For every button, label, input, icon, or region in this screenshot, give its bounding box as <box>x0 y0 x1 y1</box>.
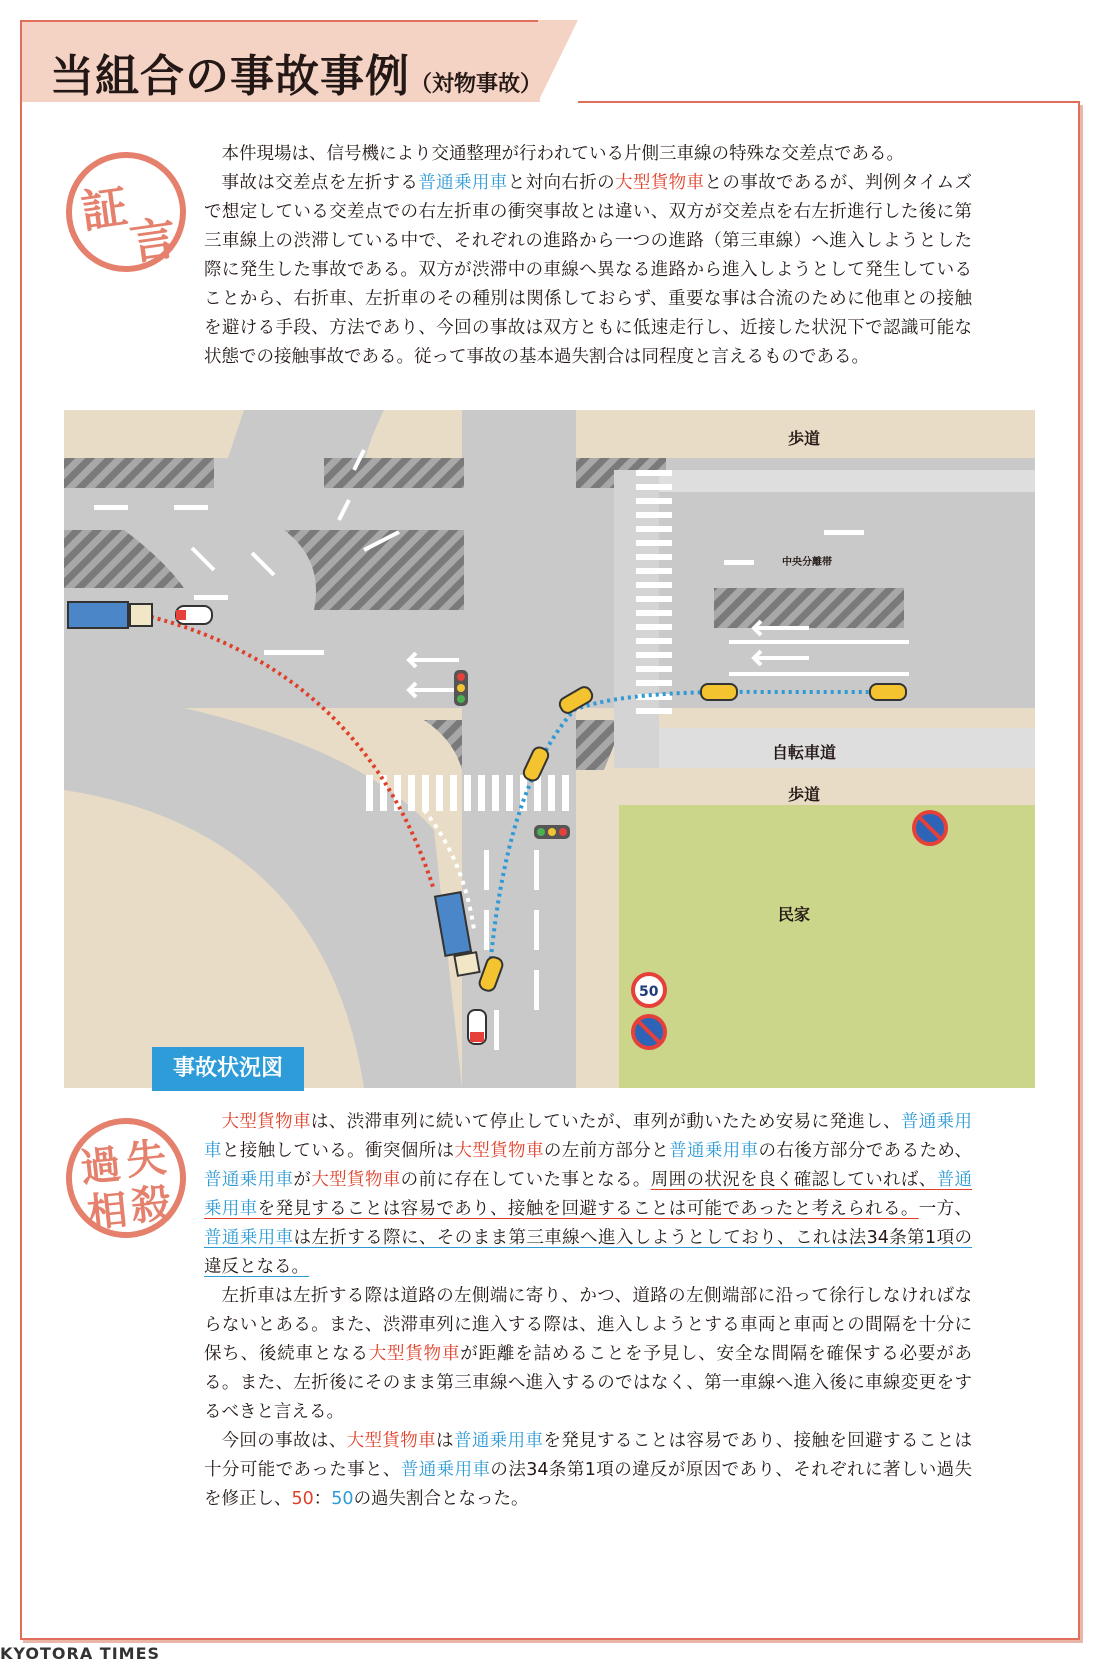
stamp-char: 殺 <box>128 1179 174 1231</box>
footer-brand: KYOTORA TIMES <box>0 1644 161 1663</box>
fault-ratio-car: 50 <box>331 1489 354 1509</box>
stamp-char: 過 <box>78 1140 123 1192</box>
fault-text <box>204 1108 972 1514</box>
label-sidewalk-bottom: 歩道 <box>788 785 821 804</box>
stamp-char: 失 <box>123 1133 169 1185</box>
title-banner-slant <box>538 20 578 102</box>
fault-ratio-truck: 50 <box>291 1489 314 1509</box>
stamp-char: 証 <box>77 179 131 239</box>
label-sidewalk-top: 歩道 <box>788 429 821 448</box>
fault-paragraph-1: 大型貨物車は、渋滞車列に続いて停止していたが、車列が動いたため安易に発進し、普通乗用車と接触している。衝突個所は大型貨物車の左前方部分と普通乗用車の右後方部分であるため、普通乗用車が大型貨物車の前に存在していた事となる。周囲の状況を良く確認していれば、普通乗用車を発見することは容易であり、接触を回避することは可能であったと考えられる。一方、普通乗用車は左折する際に、そのまま第三車線へ進入しようとしており、これは法34条第1項の違反となる。 <box>204 1112 973 1277</box>
label-house: 民家 <box>778 905 811 924</box>
diagram-label: 事故状況図 <box>152 1047 304 1091</box>
fault-paragraph-3: 今回の事故は、大型貨物車は普通乗用車を発見することは容易であり、接触を回避することは十分可能であった事と、普通乗用車の法34条第1項の違反が原因であり、それぞれに著しい過失を修正し、50：50の過失割合となった。 <box>204 1431 973 1509</box>
label-median: 中央分離帯 <box>782 557 832 568</box>
testimony-paragraph-2: 事故は交差点を左折する普通乗用車と対向右折の大型貨物車との事故であるが、判例タイムズで想定している交差点での右左折車の衝突事故とは違い、双方が交差点を右左折進行した後に第三車線上の渋滞している中で、それぞれの進路から一つの進路（第三車線）へ進入しようとした際に発生した事故である。双方が渋滞中の車線へ異なる進路から進入しようとして発生していることから、右折車、左折車のその種別は関係しておらず、重要な事は合流のために他車との接触を避ける手段、方法であり、今回の事故は双方ともに低速走行し、近接した状況下で認識可能な状態での接触事故である。従って事故の基本過失割合は同程度と言えるものである。 <box>204 173 973 367</box>
testimony-paragraph-1: 本件現場は、信号機により交通整理が行われている片側三車線の特殊な交差点である。 <box>221 144 904 164</box>
speed-limit-sign: 50 <box>639 984 659 1000</box>
stamp-char: 相 <box>85 1186 130 1238</box>
accident-diagram <box>64 410 1035 1088</box>
label-bike-lane: 自転車道 <box>772 743 837 762</box>
fault-paragraph-2: 左折車は左折する際は道路の左側端に寄り、かつ、道路の左側端部に沿って徐行しなければならないとある。また、渋滞車列に進入する際は、進入しようとする車両と車両との間隔を十分に保ち、後続車となる大型貨物車が距離を詰めることを予見し、安全な間隔を確保する必要がある。また、左折後にそのまま第三車線へ進入するのではなく、第一車線へ進入後に車線変更をするべきと言える。 <box>204 1286 973 1422</box>
page-title: 当組合の事故事例（対物事故） <box>50 51 543 102</box>
stamp-char: 言 <box>126 210 180 271</box>
testimony-text <box>204 140 972 372</box>
page-subtitle: （対物事故） <box>410 72 543 97</box>
content-frame-top <box>578 101 1080 103</box>
